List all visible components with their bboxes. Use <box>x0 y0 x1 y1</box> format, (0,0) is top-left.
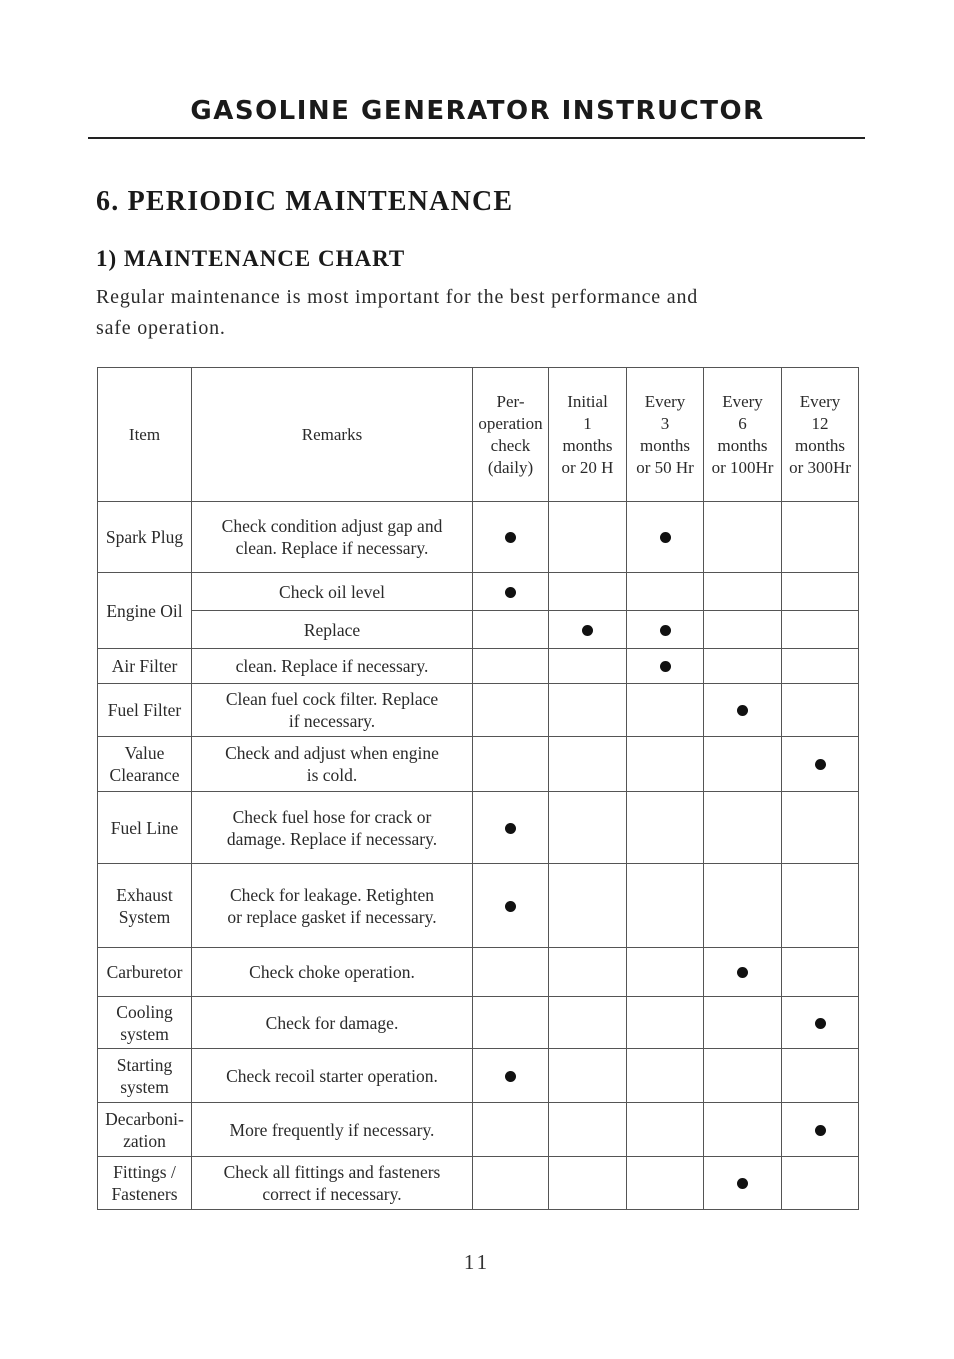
table-row <box>98 792 859 864</box>
item-cell <box>98 792 192 864</box>
header-line: operation <box>478 413 543 433</box>
check-dot-icon <box>505 901 516 912</box>
header-line: 6 <box>738 413 747 433</box>
item-cell <box>98 948 192 997</box>
header-line: months <box>639 435 691 455</box>
item-cell <box>98 997 192 1049</box>
cell-line: Spark Plug <box>105 527 184 547</box>
column-header-remarks <box>192 368 473 502</box>
interval-cell <box>704 502 782 573</box>
check-dot-icon <box>660 625 671 636</box>
table-row <box>98 611 859 649</box>
cell-line: More frequently if necessary. <box>229 1119 435 1140</box>
interval-cell <box>473 792 549 864</box>
cell-line: clean. Replace if necessary. <box>235 656 429 676</box>
item-cell <box>98 1157 192 1210</box>
chart-body <box>98 502 859 1210</box>
interval-cell <box>627 1103 704 1157</box>
subsection-title: 1) MAINTENANCE CHART <box>96 246 406 271</box>
check-dot-icon <box>505 532 516 543</box>
interval-cell <box>473 684 549 737</box>
item-cell <box>98 649 192 684</box>
interval-cell <box>549 1157 627 1210</box>
intro-line: safe operation. <box>96 317 226 339</box>
header-line: or 300Hr <box>789 457 851 477</box>
section-title: 6. PERIODIC MAINTENANCE <box>96 186 514 217</box>
interval-cell <box>549 792 627 864</box>
interval-cell <box>627 1157 704 1210</box>
interval-cell <box>704 573 782 611</box>
interval-cell <box>627 1049 704 1103</box>
interval-cell <box>782 573 859 611</box>
item-cell <box>98 864 192 948</box>
interval-cell <box>627 684 704 737</box>
interval-cell <box>704 649 782 684</box>
interval-cell <box>782 649 859 684</box>
interval-cell <box>782 611 859 649</box>
interval-cell <box>704 611 782 649</box>
interval-cell <box>549 864 627 948</box>
remarks-cell <box>192 573 473 611</box>
interval-cell <box>782 1103 859 1157</box>
remarks-cell <box>192 737 473 792</box>
header-line: check <box>490 435 531 455</box>
interval-cell <box>627 864 704 948</box>
interval-cell <box>549 1049 627 1103</box>
interval-cell <box>704 792 782 864</box>
interval-cell <box>627 649 704 684</box>
cell-line: Fittings / <box>113 1162 176 1182</box>
item-cell <box>98 573 192 649</box>
cell-line: Check condition adjust gap and <box>221 516 443 536</box>
cell-line: correct if necessary. <box>262 1184 402 1204</box>
interval-cell <box>473 502 549 573</box>
interval-cell <box>704 737 782 792</box>
interval-cell <box>627 573 704 611</box>
header-line: Every <box>799 391 841 411</box>
cell-line: Check oil level <box>279 581 385 602</box>
header-line: months <box>717 435 768 455</box>
cell-line: Clean fuel cock filter. Replace <box>225 689 439 709</box>
header-line: months <box>562 435 613 455</box>
cell-line: system <box>120 1076 169 1097</box>
cell-line: Fuel Line <box>110 817 179 838</box>
table-row <box>98 1103 859 1157</box>
cell-line: Clearance <box>109 765 180 785</box>
column-header-12-months <box>782 368 859 502</box>
header-line: or 20 H <box>561 457 614 477</box>
check-dot-icon <box>815 1018 826 1029</box>
item-cell <box>98 737 192 792</box>
remarks-cell <box>192 792 473 864</box>
cell-line: Check fuel hose for crack or <box>232 806 432 827</box>
interval-cell <box>782 864 859 948</box>
check-dot-icon <box>660 661 671 672</box>
remarks-cell <box>192 611 473 649</box>
remarks-cell <box>192 502 473 573</box>
header-row <box>98 368 859 502</box>
cell-line: Starting <box>116 1054 173 1075</box>
intro-paragraph <box>96 282 856 344</box>
interval-cell <box>782 997 859 1049</box>
maintenance-chart-table <box>97 367 859 1210</box>
column-header-6-months <box>704 368 782 502</box>
cell-line: Check for damage. <box>265 1012 399 1033</box>
interval-cell <box>627 997 704 1049</box>
header-item-label: Item <box>128 424 161 444</box>
remarks-cell <box>192 1157 473 1210</box>
cell-line: system <box>120 1023 169 1044</box>
cell-line: Check for leakage. Retighten <box>229 884 435 905</box>
header-line: 3 <box>660 413 670 433</box>
intro-line: Regular maintenance is most important for the best performance and <box>96 286 699 308</box>
cell-line: Check all fittings and fasteners <box>223 1162 441 1182</box>
cell-line: Exhaust <box>116 884 173 905</box>
check-dot-icon <box>737 705 748 716</box>
interval-cell <box>782 792 859 864</box>
check-dot-icon <box>815 1125 826 1136</box>
interval-cell <box>782 1049 859 1103</box>
cell-line: Fasteners <box>111 1184 178 1204</box>
header-line: months <box>794 435 846 455</box>
interval-cell <box>473 737 549 792</box>
item-cell <box>98 502 192 573</box>
remarks-cell <box>192 864 473 948</box>
table-row <box>98 864 859 948</box>
remarks-cell <box>192 997 473 1049</box>
table-row <box>98 737 859 792</box>
interval-cell <box>627 502 704 573</box>
interval-cell <box>627 792 704 864</box>
item-cell <box>98 1049 192 1103</box>
interval-cell <box>627 948 704 997</box>
interval-cell <box>473 997 549 1049</box>
interval-cell <box>704 948 782 997</box>
table-row <box>98 684 859 737</box>
remarks-cell <box>192 1103 473 1157</box>
cell-line: Air Filter <box>111 656 178 676</box>
header-line: 1 <box>583 413 592 433</box>
interval-cell <box>704 684 782 737</box>
interval-cell <box>473 1157 549 1210</box>
interval-cell <box>473 948 549 997</box>
interval-cell <box>704 864 782 948</box>
cell-line: Carburetor <box>106 962 183 982</box>
header-line: 12 <box>811 413 829 433</box>
cell-line: Decarboni- <box>105 1108 184 1129</box>
check-dot-icon <box>737 1178 748 1189</box>
document-header: GASOLINE GENERATOR INSTRUCTOR <box>190 96 765 126</box>
check-dot-icon <box>505 823 516 834</box>
interval-cell <box>782 948 859 997</box>
interval-cell <box>473 1049 549 1103</box>
header-line: (daily) <box>487 457 534 477</box>
table-row <box>98 1157 859 1210</box>
interval-cell <box>549 611 627 649</box>
interval-cell <box>782 1157 859 1210</box>
cell-line: zation <box>123 1130 166 1151</box>
interval-cell <box>473 573 549 611</box>
interval-cell <box>549 948 627 997</box>
interval-cell <box>549 573 627 611</box>
cell-line: Cooling <box>116 1001 173 1022</box>
remarks-cell <box>192 684 473 737</box>
cell-line: or replace gasket if necessary. <box>227 906 437 927</box>
cell-line: Replace <box>303 619 361 640</box>
interval-cell <box>549 997 627 1049</box>
item-cell <box>98 684 192 737</box>
check-dot-icon <box>815 759 826 770</box>
header-line: or 50 Hr <box>636 457 694 477</box>
header-line: or 100Hr <box>711 457 774 477</box>
check-dot-icon <box>737 967 748 978</box>
interval-cell <box>549 684 627 737</box>
column-header-preoperation <box>473 368 549 502</box>
cell-line: Check recoil starter operation. <box>226 1065 438 1086</box>
interval-cell <box>704 1103 782 1157</box>
cell-line: System <box>118 906 171 927</box>
cell-line: Check and adjust when engine <box>225 743 439 763</box>
cell-line: Value <box>124 743 165 763</box>
interval-cell <box>549 649 627 684</box>
header-line: Initial <box>567 391 608 411</box>
header-line: Every <box>644 391 686 411</box>
interval-cell <box>473 611 549 649</box>
interval-cell <box>549 737 627 792</box>
column-header-initial <box>549 368 627 502</box>
header-rule <box>88 137 865 139</box>
cell-line: if necessary. <box>288 711 376 731</box>
cell-line: clean. Replace if necessary. <box>235 538 429 558</box>
table-row <box>98 948 859 997</box>
interval-cell <box>704 1049 782 1103</box>
table-row <box>98 997 859 1049</box>
interval-cell <box>473 649 549 684</box>
check-dot-icon <box>582 625 593 636</box>
check-dot-icon <box>660 532 671 543</box>
remarks-cell <box>192 649 473 684</box>
remarks-cell <box>192 948 473 997</box>
interval-cell <box>704 997 782 1049</box>
header-line: Every <box>722 391 763 411</box>
interval-cell <box>782 502 859 573</box>
cell-line: Check choke operation. <box>249 962 415 982</box>
interval-cell <box>549 502 627 573</box>
interval-cell <box>627 611 704 649</box>
item-cell <box>98 1103 192 1157</box>
cell-line: is cold. <box>306 765 358 785</box>
interval-cell <box>627 737 704 792</box>
check-dot-icon <box>505 587 516 598</box>
check-dot-icon <box>505 1071 516 1082</box>
column-header-3-months <box>627 368 704 502</box>
interval-cell <box>782 684 859 737</box>
remarks-cell <box>192 1049 473 1103</box>
interval-cell <box>473 1103 549 1157</box>
table-row <box>98 573 859 611</box>
interval-cell <box>473 864 549 948</box>
column-header-item <box>98 368 192 502</box>
table-row <box>98 1049 859 1103</box>
page-number: 11 <box>463 1250 491 1274</box>
cell-line: Fuel Filter <box>107 700 182 720</box>
header-line: Per- <box>496 391 525 411</box>
header-remarks-label: Remarks <box>301 424 363 444</box>
table-row <box>98 649 859 684</box>
interval-cell <box>782 737 859 792</box>
cell-line: damage. Replace if necessary. <box>226 828 438 849</box>
table-row <box>98 502 859 573</box>
interval-cell <box>704 1157 782 1210</box>
cell-line: Engine Oil <box>106 600 183 621</box>
interval-cell <box>549 1103 627 1157</box>
